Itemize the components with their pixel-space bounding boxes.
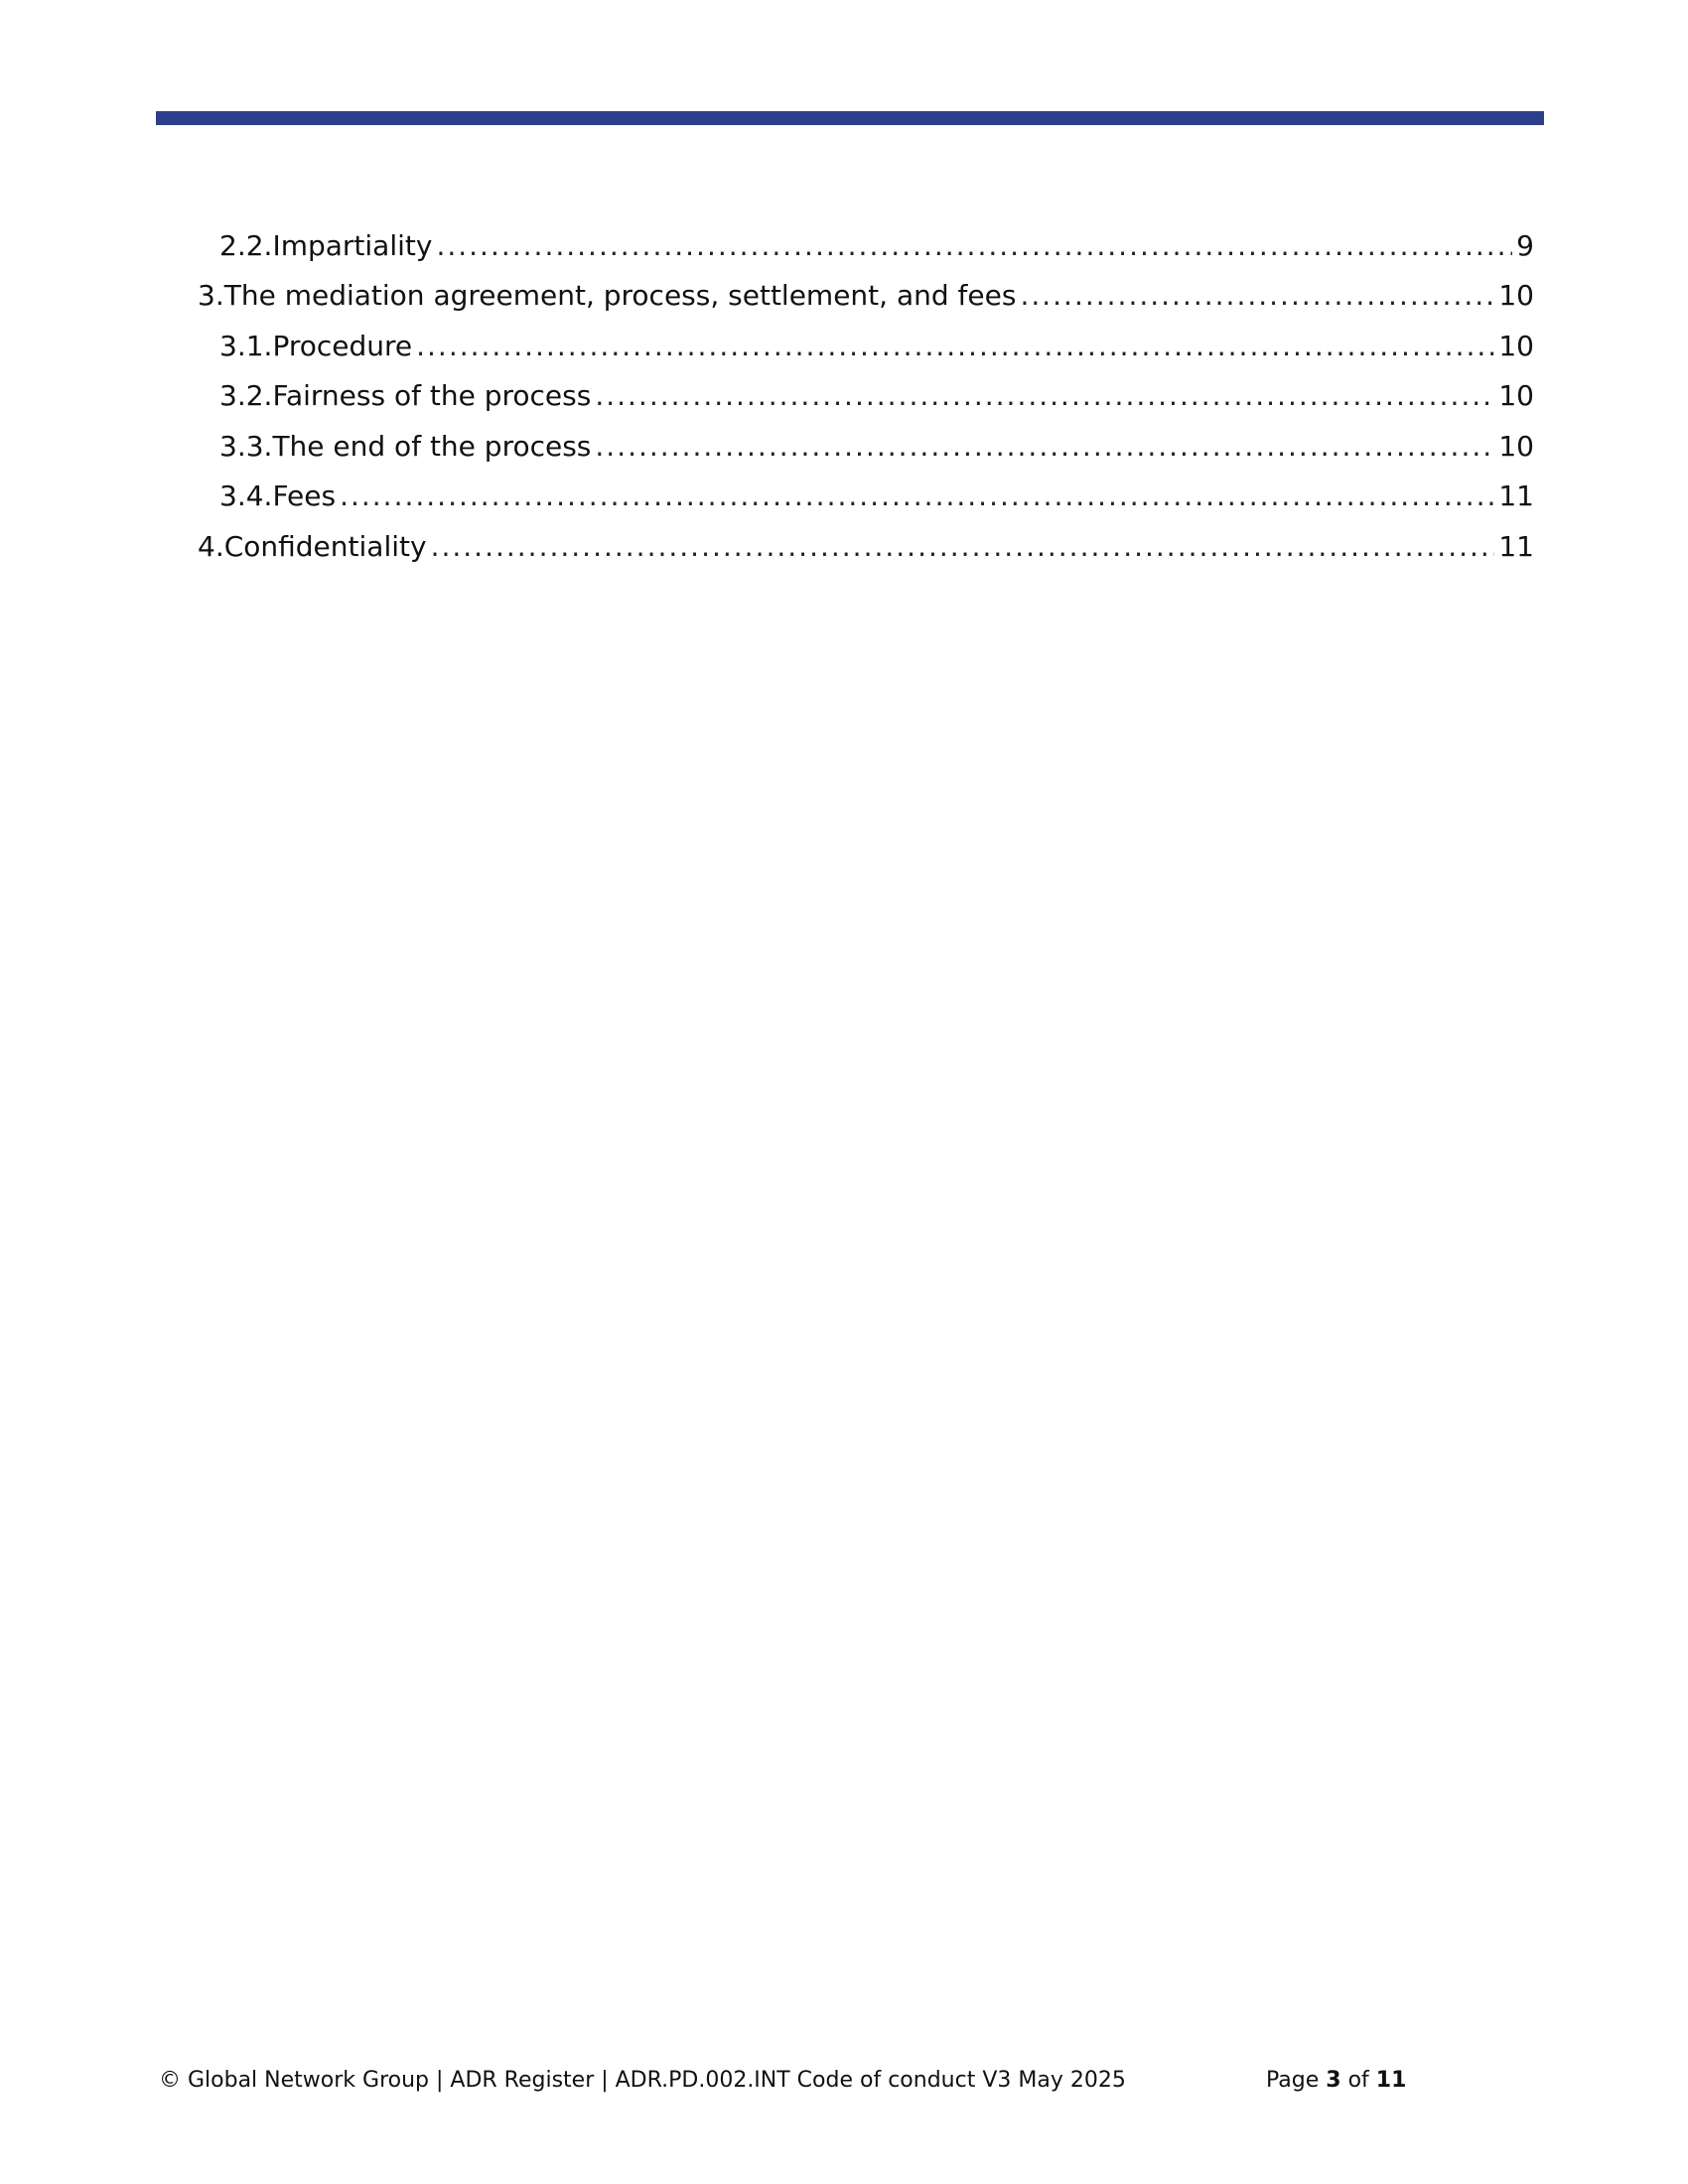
toc-entry-number: 3.2. xyxy=(219,379,273,412)
toc-dot-leader xyxy=(1020,276,1494,316)
footer-page-number xyxy=(1266,2063,1406,2099)
toc-dot-leader xyxy=(416,327,1494,366)
toc-entry-4[interactable] xyxy=(198,527,1534,567)
toc-dot-leader xyxy=(436,226,1512,266)
toc-entry-page: 10 xyxy=(1498,279,1534,312)
toc-entry-3-2[interactable] xyxy=(219,376,1534,416)
toc-entry-title: Impartiality xyxy=(272,229,433,262)
toc-entry-title: The end of the process xyxy=(272,430,592,463)
footer-page-separator: of xyxy=(1347,2068,1369,2093)
toc-entry-number: 4. xyxy=(198,530,224,563)
page-footer xyxy=(159,2063,1450,2099)
toc-dot-leader xyxy=(595,376,1494,416)
toc-entry-title: Confidentiality xyxy=(223,530,427,563)
toc-entry-number: 3.1. xyxy=(219,330,273,362)
toc-entry-3-1[interactable] xyxy=(219,327,1534,366)
footer-current-page: 3 xyxy=(1326,2068,1341,2093)
toc-entry-title: Fairness of the process xyxy=(272,379,592,412)
toc-dot-leader xyxy=(340,477,1494,516)
toc-entry-3[interactable] xyxy=(198,276,1534,316)
toc-entry-number: 3.3. xyxy=(219,430,273,463)
toc-entry-number: 2.2. xyxy=(219,229,273,262)
toc-entry-number: 3. xyxy=(198,279,224,312)
toc-entry-page: 10 xyxy=(1498,379,1534,412)
footer-total-pages: 11 xyxy=(1375,2068,1407,2093)
toc-entry-page: 10 xyxy=(1498,430,1534,463)
toc-entry-number: 3.4. xyxy=(219,479,273,512)
toc-entry-2-2[interactable] xyxy=(219,226,1534,266)
toc-entry-title: Fees xyxy=(272,479,337,512)
footer-page-prefix: Page xyxy=(1266,2068,1320,2093)
toc-entry-3-4[interactable] xyxy=(219,477,1534,516)
toc-entry-page: 10 xyxy=(1498,330,1534,362)
header-rule xyxy=(156,111,1544,125)
toc-entry-page: 11 xyxy=(1498,479,1534,512)
toc-dot-leader xyxy=(431,527,1495,567)
toc-dot-leader xyxy=(595,427,1494,467)
toc-entry-title: Procedure xyxy=(272,330,413,362)
toc-entry-page: 9 xyxy=(1516,229,1534,262)
footer-document-info: © Global Network Group | ADR Register | ADR.PD.002.INT Code of conduct V3 May 2025 xyxy=(159,2068,1126,2093)
toc-entry-3-3[interactable] xyxy=(219,427,1534,467)
toc-entry-page: 11 xyxy=(1498,530,1534,563)
toc-entry-title: The mediation agreement, process, settlement, and fees xyxy=(223,279,1017,312)
